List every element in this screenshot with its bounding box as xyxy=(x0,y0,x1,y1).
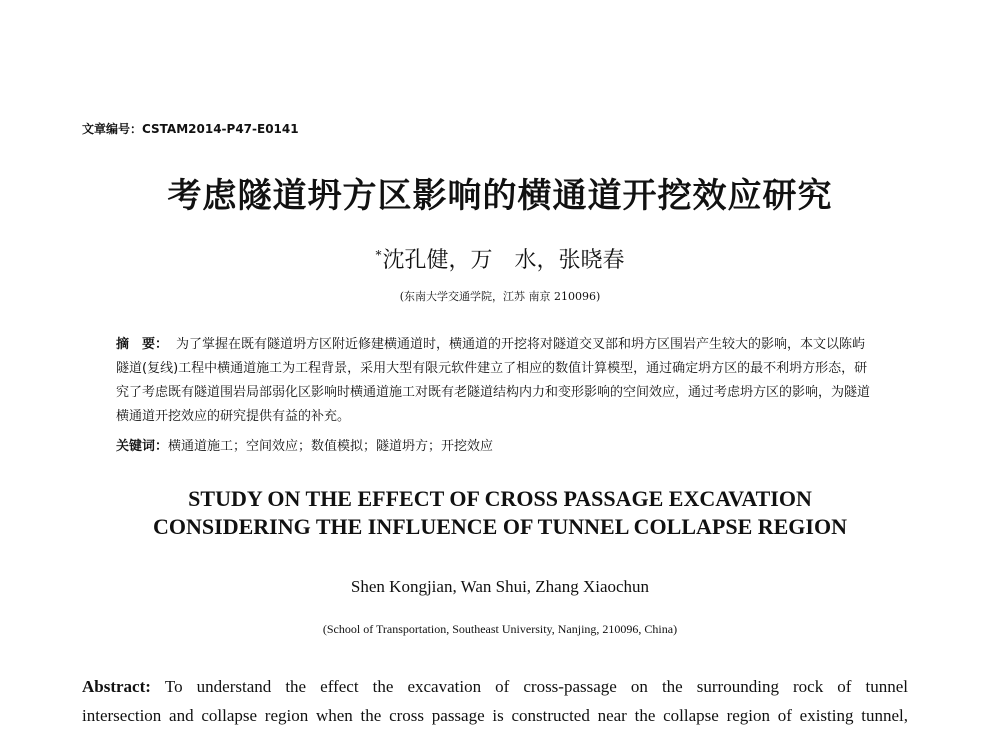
english-authors: Shen Kongjian, Wan Shui, Zhang Xiaochun xyxy=(350,577,650,596)
chinese-keywords-label: 关键词： xyxy=(116,439,169,454)
chinese-abstract-label: 摘 要： xyxy=(116,337,169,352)
english-title-line-2: CONSIDERING THE INFLUENCE OF TUNNEL COLLAPSE REGION xyxy=(153,514,847,539)
chinese-author-names: 沈孔健，万 水，张晓春 xyxy=(382,248,625,273)
chinese-keywords xyxy=(116,435,876,454)
english-abstract-line-1-text: To understand the effect the excavation of cross-passage on the surrounding rock of tunnel xyxy=(164,677,908,696)
english-abstract-line-1 xyxy=(82,672,908,701)
english-title xyxy=(0,485,1000,541)
corresponding-author-marker: * xyxy=(375,247,382,262)
chinese-keywords-text: 横通道施工；空间效应；数值模拟；隧道坍方；开挖效应 xyxy=(168,439,494,454)
english-abstract-line-2: intersection and collapse region when the cross passage is constructed near the collapse region of existing tunnel, xyxy=(82,706,908,725)
english-abstract-label: Abstract: xyxy=(82,677,151,696)
english-title-line-1: STUDY ON THE EFFECT OF CROSS PASSAGE EXCAVATION xyxy=(188,486,812,511)
chinese-title: 考虑隧道坍方区影响的横通道开挖效应研究 xyxy=(167,176,833,216)
chinese-abstract-text: 为了掌握在既有隧道坍方区附近修建横通道时，横通道的开挖将对隧道交叉部和坍方区围岩产生较大的影响，本文以陈屿隧道(复线)工程中横通道施工为工程背景，采用大型有限元软件建立了相应的数值计算模型，通过确定坍方区的最不利坍方形态，研究了考虑既有隧道围岩局部弱化区影响时横通道施工对既有老隧道结构内力和变形影响的空间效应，通过考虑坍方区的影响，为隧道横通道开挖效应的研究提供有益的补充。 xyxy=(116,337,871,424)
article-number: 文章编号：CSTAM2014-P47-E0141 xyxy=(82,122,299,136)
chinese-affiliation: (东南大学交通学院，江苏 南京 210096) xyxy=(399,290,601,303)
english-abstract xyxy=(82,672,908,730)
chinese-authors xyxy=(0,243,1000,274)
english-affiliation: (School of Transportation, Southeast University, Nanjing, 210096, China) xyxy=(322,622,678,636)
chinese-abstract xyxy=(116,333,876,429)
